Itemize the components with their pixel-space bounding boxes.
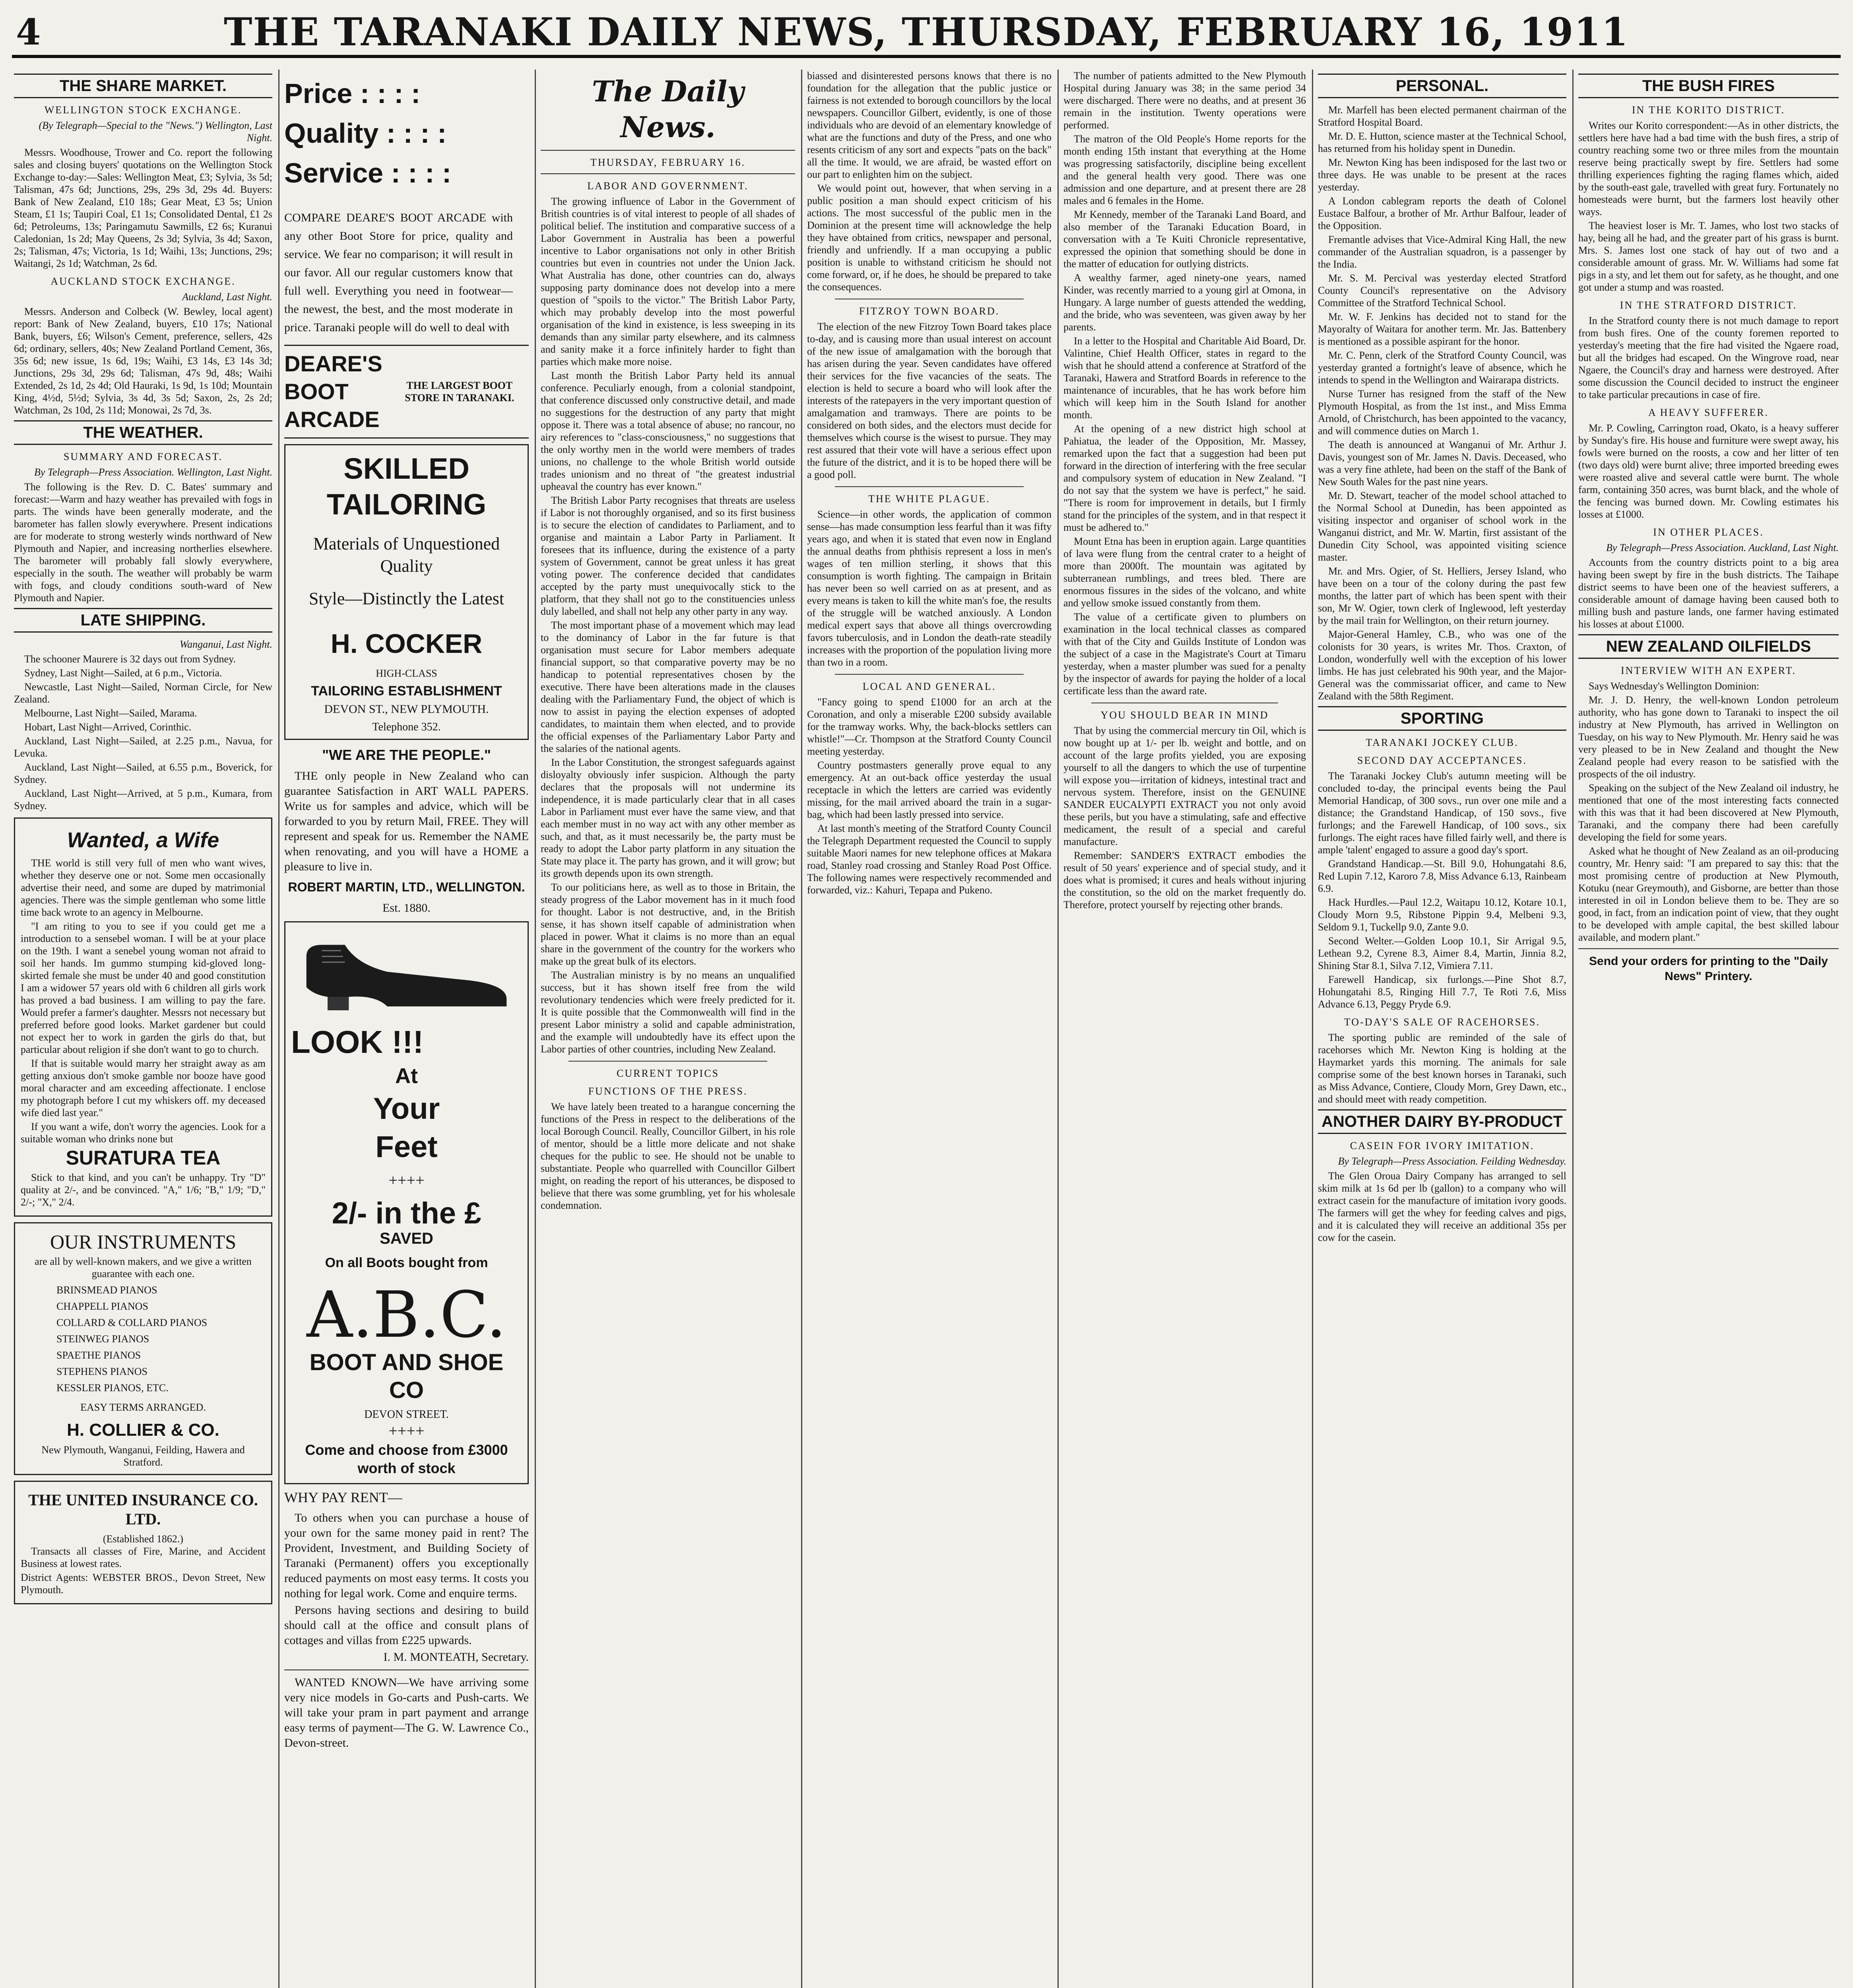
- divider-ornament: ++++: [388, 1422, 425, 1440]
- building-society-ad: [284, 1490, 529, 1665]
- oilfields-paragraph: Mr. J. D. Henry, the well-known London petroleum authority, who has gone down to Taranaki to inspect the oil industry at New Plymouth, has arrived in Wellington on Tuesday, on his way to New Plymouth. Mr. Henry said he was very pleased to be in New Zealand and thought the New Zealand people had every reason to be satisfied with the prospects of the oil industry.: [1578, 694, 1839, 780]
- local-paragraph: At last month's meeting of the Stratford County Council the Telegraph Department requested the Council to supply suitable Maori names for new telephone offices at Makara road, Stanley road crossing and Stanley Road Post Office. The following names were respectively recommended and forwarded, viz.: Kahuri, Tepapa and Pukeno.: [807, 823, 1052, 896]
- korito-paragraph: The heaviest loser is Mr. T. James, who lost two stacks of hay, being all he had, and the greater part of his grass is burnt. Mrs. S. James lost one stack of hay out of two and a considerable amount of grass. Mr. W. Williams had some fat pigs in a sty, and let them out for safety, as he thought, and one got under a stump and was roasted.: [1578, 220, 1839, 293]
- weather-subheading: SUMMARY AND FORECAST.: [63, 451, 223, 462]
- wanted-wife-ad: [14, 817, 272, 1217]
- personal-item: Mr. D. E. Hutton, science master at the Technical School, has returned from his holiday spent in Dunedin.: [1318, 130, 1566, 154]
- other-places-heading: IN OTHER PLACES.: [1653, 526, 1764, 538]
- suratura-tea-heading: SURATURA TEA: [66, 1147, 221, 1169]
- piano-brand: COLLARD & COLLARD PIANOS: [56, 1317, 208, 1328]
- personal-item: The death is announced at Wanganui of Mr. Arthur J. Davis, youngest son of Mr. James N. Davis. Deceased, who was a very fine athlete, had been on the staff of the Bank of New South Wales for the past nine years.: [1318, 439, 1566, 487]
- racehorse-sale-body: The sporting public are reminded of the sale of racehorses which Mr. Newton King is holding at the Haymarket yards this morning. The animals for sale comprise some of the best known horses in Taranaki, such as Miss Advance, Contiere, Cloudy Morn, Grey Dawn, etc., and should meet with ready competition.: [1318, 1032, 1566, 1105]
- personal-heading: PERSONAL.: [1318, 74, 1566, 98]
- quality-line: Quality : : : :: [284, 118, 447, 149]
- bush-fires-heading: THE BUSH FIRES: [1578, 74, 1839, 98]
- labour-paragraph: The Australian ministry is by no means an unqualified success, but it has shown itself free from the wild revolutionary tendencies which were freely predicted for it. It is quite possible that the Commonwealth will find in the present Labor ministry a solid and capable administration, and the example will undoubtedly have its effect upon the Labor parties of other countries, including New Zealand.: [541, 969, 795, 1055]
- wanted-known-body: WANTED KNOWN—We have arriving some very nice models in Go-carts and Push-carts. We will take your pram in part payment and arrange easy terms of payment—The G. W. Lawrence Co., Devon-street.: [284, 1676, 529, 1749]
- dairy-heading: ANOTHER DAIRY BY-PRODUCT: [1318, 1109, 1566, 1134]
- personal-item: Major-General Hamley, C.B., who was one of the colonists for 30 years, is writes Mr. Thos. Craxton, of London, wonderfully well with the exception of his lower limbs. He has just celebrated his 90th year, and the Major-General was the commissariat officer, and came to New Zealand with the 58th Regiment.: [1318, 629, 1566, 702]
- oilfields-heading: NEW ZEALAND OILFIELDS: [1578, 634, 1839, 659]
- share-market-heading: THE SHARE MARKET.: [14, 74, 272, 98]
- labour-paragraph: To our politicians here, as well as to those in Britain, the steady progress of the Labor movement has in it much food for thought. Labor is not destructive, and, in the British sense, it has shown itself capable of administration when placed in power. What it claims is no more than an equal share in the government of the country for the workers who make up the great bulk of its electors.: [541, 881, 795, 967]
- deare-name: DEARE'S BOOT ARCADE: [284, 351, 382, 432]
- jockey-item: Farewell Handicap, six furlongs.—Pine Shot 8.7, Hohungatahi 8.5, Ringing Hill 7.7, Te Roti 7.6, Miss Advance 6.13, Peggy Pryde 6.9.: [1318, 974, 1566, 1010]
- collier-address: New Plymouth, Wanganui, Feilding, Hawera and Stratford.: [41, 1444, 245, 1468]
- pay-rent-body: To others when you can purchase a house of your own for the same money paid in rent? The Provident, Investment, and Building Society of Taranaki (Permanent) offers you exceptionally reduced payments on most easy terms. It costs you nothing for legal work. Come and enquire terms.: [284, 1511, 529, 1600]
- press-paragraph: biassed and disinterested persons knows that there is no foundation for the allegation that the public justice or fairness is not extended to borough councillors by the local newspapers. Councillor Gilbert, evidently, is one of those individuals who are devoid of an elementary knowledge of what are the functions and duty of the Press, and one who resents criticism of any sort and expects "pats on the back" all the time. It would, we are afraid, be wasted effort on our part to enlighten him on the subject.: [807, 70, 1052, 180]
- divider-ornament: ++++: [388, 1171, 425, 1189]
- cocker-tailoring-ad: [284, 444, 529, 740]
- personal-item: Mr. Marfell has been elected permanent chairman of the Stratford Hospital Board.: [1318, 104, 1566, 128]
- local-general-heading: LOCAL AND GENERAL.: [862, 681, 996, 692]
- bear-in-mind-heading: YOU SHOULD BEAR IN MIND: [1100, 709, 1269, 721]
- skilled-tailoring: SKILLED TAILORING: [326, 452, 487, 521]
- current-topics-heading: CURRENT TOPICS: [616, 1068, 719, 1079]
- fitzroy-body: The election of the new Fitzroy Town Board takes place to-day, and is causing more than usual interest on account of the new issue of amalgamation with the borough that has arisen during the year. Seven candidates have offered their services for the five vacancies of the seats. The election is held to secure a board who will look after the interests of the ratepayers in the very important question of amalgamation and tramways. There are points to be considered on both sides, and the electors must decide for themselves which course is the wisest to pursue. They may rest assured that their vote will have a serious effect upon the future of the district, and it is to be hoped there will be a good poll.: [807, 321, 1052, 480]
- labour-heading: LABOR AND GOVERNMENT.: [587, 180, 749, 192]
- pay-rent-heading: WHY PAY RENT—: [284, 1489, 402, 1505]
- divider: [541, 173, 795, 174]
- instruments-ad: [14, 1222, 272, 1475]
- abc-choose: Come and choose from £3000 worth of stock: [305, 1442, 508, 1476]
- deare-tagline: THE LARGEST BOOT STORE IN TARANAKI.: [405, 380, 514, 404]
- auckland-dateline: Auckland, Last Night.: [182, 291, 272, 303]
- shipping-heading: LATE SHIPPING.: [14, 608, 272, 633]
- personal-item: Mr. W. F. Jenkins has decided not to stand for the Mayoralty of Waitara for another term. Mr. Jas. Battenbery is mentioned as a possible aspirant for the honor.: [1318, 311, 1566, 347]
- news-paragraph: The matron of the Old People's Home reports for the month ending 15th instant that everything at the Home was progressing satisfactorily, discipline being excellent and the general health very good. There was one admission and one departure, and at present there are 28 males and 6 females in the Home.: [1063, 133, 1306, 206]
- editorial-date: THURSDAY, FEBRUARY 16.: [590, 157, 746, 168]
- casein-heading: CASEIN FOR IVORY IMITATION.: [1350, 1140, 1535, 1151]
- personal-item: Mr. and Mrs. Ogier, of St. Helliers, Jersey Island, who have been on a tour of the colony during the past few months, the latter part of which has been spent with their son, Mr W. Ogier, town clerk of Inglewood, left yesterday by the mail train for Wellington, on their return journey.: [1318, 565, 1566, 626]
- heavy-sufferer-heading: A HEAVY SUFFERER.: [1648, 407, 1769, 418]
- people-body: THE only people in New Zealand who can guarantee Satisfaction in ART WALL PAPERS. Write us for samples and advice, which will be forwarded to you by return Mail, FREE. They will represent and speak for us. Remember the NAME when renovating, and you will have a HOME a pleasure to live in.: [284, 769, 529, 873]
- wanted-wife-paragraph: "I am riting to you to see if you could get me a introduction to a sensebel woman. I will be at your place on the 19th. I want a senebel young woman not afraid to soil her hands. Im gummo stumping kid-gloved long-skirted female she must be under 40 and good constitution I am a widower 57 years old with 6 children all girls work has proved a bad business. I am willing to pay the fare. Would prefer a farmer's daughter. Messrs not necessary but preferred before good looks. Market gardener but could not expect her to work in garden the girls do that, but particular about religion if she don't want to go to church.: [21, 920, 266, 1055]
- wellington-dateline: (By Telegraph—Special to the "News.") Wellington, Last Night.: [39, 120, 272, 144]
- price-line: Price : : : :: [284, 78, 421, 109]
- labour-paragraph: Last month the British Labor Party held its annual conference. Peculiarly enough, from a colonial standpoint, that conference discussed only constructive detail, and made no suggestions for the destruction of any party that might oppose it. There was a total absence of abuse; no rancour, no airy references to "class-consciousness," no suggestions that the only worthy men in the world were members of trades unions, no challenge to the whole British world outside trades unionism and no threat of "the greatest industrial upheaval the country has ever known.": [541, 370, 795, 492]
- local-paragraph: Country postmasters generally prove equal to any emergency. At an out-back office yesterday the usual receptacle in which the letters are carried was evidently missing, for the mail arrived aboard the train in a sugar-bag, which had been lastly pressed into service.: [807, 759, 1052, 820]
- at-text: At: [395, 1064, 418, 1088]
- personal-item: Nurse Turner has resigned from the staff of the New Plymouth Hospital, as from the 1st inst., and Miss Emma Arnold, of Christchurch, has been appointed to the vacancy, and will commence duties on March 1.: [1318, 388, 1566, 437]
- boot-illustration: [291, 928, 522, 1019]
- news-paragraph: The number of patients admitted to the New Plymouth Hospital during January was 38; in the same period 34 were discharged. There were no deaths, and at present 36 remain in the institution. Twenty operations were performed.: [1063, 70, 1306, 131]
- news-paragraph: At the opening of a new district high school at Pahiatua, the leader of the Opposition, Mr. Massey, remarked upon the fact that a suggestion had been put forward in the direction of interfering with the free secular and compulsory system of education in New Zealand. "I do not say that the system we have is perfect," he said. "There is room for improvement in details, but I firmly stand for the principles of the system, and in that respect it must be adhered to.": [1063, 423, 1306, 533]
- divider: [541, 150, 795, 151]
- materials-text: Materials of Unquestioned Quality: [313, 534, 500, 576]
- style-text: Style—Distinctly the Latest: [309, 589, 504, 608]
- news-paragraph: Mount Etna has been in eruption again. Large quantities of lava were flung from the central crater to a height of more than 2000ft. The mountain was agitated by subterranean rumblings, and trees bled. There are enormous fissures in the sides of the volcano, and white and yellow smoke issued constantly from them.: [1063, 536, 1306, 609]
- piano-brand: STEPHENS PIANOS: [56, 1366, 147, 1377]
- wanted-known-ad: [284, 1675, 529, 1751]
- jockey-club-heading: TARANAKI JOCKEY CLUB.: [1366, 737, 1519, 748]
- monteath-signature: I. M. MONTEATH, Secretary.: [383, 1650, 529, 1664]
- bear-in-mind-body: That by using the commercial mercury tin Oil, which is now bought up at 1/- per lb. weight and bottle, and on account of the large profits yielded, you are exposing yourself to all the dangers to which the use of turpentine will expose you—irritation of kidneys, intestinal tract and nervous system. Therefore, insist on the GENUINE SANDER EUCALYPTI EXTRACT you not only avoid these perils, but you have a stimulating, safe and effective medicament, the result of a special and careful manufacture.: [1063, 725, 1306, 847]
- heavy-sufferer-body: Mr. P. Cowling, Carrington road, Okato, is a heavy sufferer by Sunday's fire. His house and furniture were swept away, his fowls were burned on the roosts, a cow and her litter of ten (two days old) were burnt alive; three imported breeding ewes were roasted alive and several cattle were burnt. The whole farm, containing 350 acres, was burnt black, and the whole of the fencing was burned down. Mr. Cowling estimates his losses at £1000.: [1578, 422, 1839, 520]
- stratford-heading: IN THE STRATFORD DISTRICT.: [1620, 299, 1797, 311]
- white-plague-body: Science—in other words, the application of common sense—has made consumption less fearful than it was fifty years ago, and when it is stated that even now in England the annual deaths from phthisis represent a loss in men's wages of ten million sterling, it shows that this consumption is worth fighting. The campaign in Britain has never been so well carried on as at present, and as every means is taken to kill the white man's foe, the results of the struggle will be watched anxiously. A London medical expert says that above all things overcrowding favors tuberculosis, and in London the death-rate steadily increases with the proportion of the population living more than two in a room.: [807, 509, 1052, 668]
- dairy-dateline: By Telegraph—Press Association. Feilding Wednesday.: [1338, 1155, 1566, 1167]
- piano-brand: KESSLER PIANOS, ETC.: [56, 1382, 169, 1394]
- page-number: 4: [16, 11, 41, 53]
- column-bush-fires: [1578, 70, 1839, 1988]
- sporting-heading: SPORTING: [1318, 706, 1566, 731]
- your-text: Your: [373, 1092, 440, 1126]
- wellington-report: Messrs. Woodhouse, Trower and Co. report the following sales and closing buyers' quotations on the Wellington Stock Exchange to-day:—Sales: Wellington Meat, £3; Sylvia, 3s 5d; Talisman, 47s 6d; Junctions, 29s, 29s 3d, 29s 4d. Buyers: Bank of New Zealand, £10 18s; Gear Meat, £3 5s; Union Steam, £1 1s; Taupiri Coal, £1 1s; Consolidated Dental, £1 2s 6d; Petroleums, 13s; Paringamutu Sawmills, £2 6s; Kuranui Caledonian, 1s 2d; May Queens, 2s 3d; Sylvia, 3s 4d; Saxon, 2s; Talisman, 47s; Victoria, 1s 1d; Waihi, 13s; Junctions, 29s; Waitangi, 2s 1d; Watchman, 2s 6d.: [14, 147, 272, 269]
- labour-paragraph: The British Labor Party recognises that threats are useless if Labor is not thoroughly organised, and so its first business is to secure the election of candidates to Parliament, and to organise and maintain a Labor Party in Parliament. It foresees that its influence, during the existence of a party system of Government, cannot be great unless it has great voting power. The conference decided that candidates accepted by the party must unequivocally stick to the platform, that they shall not go to the constituencies unless duly labelled, and shall not help any other party in any way.: [541, 495, 795, 617]
- abc-logo: A.B.C.: [307, 1277, 506, 1352]
- column-editorial: [541, 70, 795, 1988]
- auckland-exchange-heading: AUCKLAND STOCK EXCHANGE.: [50, 276, 236, 287]
- look-heading: LOOK !!!: [291, 1024, 424, 1060]
- auckland-report: Messrs. Anderson and Colbeck (W. Bewley, local agent) report: Bank of New Zealand, buyers, £10 17s; National Bank, buyers, £6; Wilson's Cement, preference, sellers, 42s 6d; ordinary, sellers, 40s; New Zealand Portland Cement, 36s, 35s 6d; new issue, 1s 6d, 19s; Waihi, £3 14s, £3 14s 3d; Junctions, 29s 3d, 29s 6d; Talisman, 47s 9d, 48s; Waihi Extended, 2s 1d, 2s 4d; Old Hauraki, 1s 9d, 1s 10d; Mountain King, 4½d, 5½d; Sylvia, 3s 4d, 3s 5d; Saxon, 2s, 2s 2d; Watchman, 2s 10d, 2s 11d; Monowai, 2s 7d, 3s.: [14, 306, 272, 416]
- shipping-dateline: Wanganui, Last Night.: [179, 639, 272, 650]
- masthead: [12, 7, 1841, 58]
- oilfields-paragraph: Speaking on the subject of the New Zealand oil industry, he mentioned that one of the most interesting facts connected with this was that it had been discovered at New Plymouth, Taranaki, and the company there had been carefully developing the field for some years.: [1578, 782, 1839, 843]
- jockey-item: Hack Hurdles.—Paul 12.2, Waitapu 10.12, Kotare 10.1, Cloudy Morn 9.5, Ribstone Pippin 9.4, Melbeni 9.3, Seldom 9.1, Tuckellp 9.0, Zante 9.0.: [1318, 897, 1566, 933]
- piano-list: [21, 1284, 266, 1394]
- local-paragraph: "Fancy going to spend £1000 for an arch at the Coronation, and only a miserable £200 subsidy available for the tramway works. Why, the back-blocks settlers can whistle!"—Cr. Thompson at the Stratford County Council meeting yesterday.: [807, 696, 1052, 757]
- people-heading: "WE ARE THE PEOPLE.": [322, 747, 491, 763]
- news-paragraph: A wealthy farmer, aged ninety-one years, named Kinder, was recently married to a young girl at Omona, in Hungary. A large number of guests attended the wedding, and the bride, who was seventeen, was given away by her parents.: [1063, 272, 1306, 333]
- racehorse-sale-heading: TO-DAY'S SALE OF RACEHORSES.: [1344, 1016, 1541, 1028]
- column-rule: [1572, 70, 1574, 1988]
- deare-compare-body: COMPARE DEARE'S BOOT ARCADE with any other Boot Store for price, quality and service. We fear no comparison; it will result in our favor. All our regular customers know that full well. Everything you need in footwear—the newest, the best, and the most moderate in price. Taranaki people will do well to deal with: [284, 211, 513, 334]
- service-line: Service : : : :: [284, 157, 452, 188]
- wanted-wife-heading: Wanted, a Wife: [67, 828, 219, 852]
- divider: [569, 1061, 767, 1062]
- martin-name: ROBERT MARTIN, LTD., WELLINGTON.: [288, 880, 525, 894]
- personal-item: Mr. S. M. Percival was yesterday elected Stratford County Council's representative on the Advisory Committee of the Stratford Technical School.: [1318, 272, 1566, 309]
- dairy-body: The Glen Oroua Dairy Company has arranged to sell skim milk at 1s 6d per lb (gallon) to a company who will extract casein for the manufacture of imitation ivory goods. The farmers will get the whey for feeding calves and pigs, and it is calculated they will receive an additional 35s per cow for the casein.: [1318, 1170, 1566, 1243]
- column-news-5: [1063, 70, 1306, 1988]
- feet-text: Feet: [375, 1130, 438, 1164]
- other-places-dateline: By Telegraph—Press Association. Auckland, Last Night.: [1606, 542, 1839, 553]
- column-personal-sporting: [1318, 70, 1566, 1988]
- cocker-address: DEVON ST., NEW PLYMOUTH.: [324, 703, 489, 716]
- martin-established: Est. 1880.: [382, 901, 431, 914]
- weather-heading: THE WEATHER.: [14, 420, 272, 445]
- jockey-item: Grandstand Handicap.—St. Bill 9.0, Hohungatahi 8.6, Red Lupin 7.12, Karoro 7.8, Miss Advance 6.13, Rainbeam 6.9.: [1318, 858, 1566, 894]
- on-all-boots: On all Boots bought from: [325, 1255, 488, 1270]
- jockey-item: Second Welter.—Golden Loop 10.1, Sir Arrigal 9.5, Lethean 9.2, Cyrene 8.3, Aimer 8.4, Martin, Jinnia 8.2, Shining Star 8.1, Silva 7.12, Vimiera 7.11.: [1318, 935, 1566, 971]
- united-insurance-ad: [14, 1481, 272, 1604]
- white-plague-heading: THE WHITE PLAGUE.: [868, 493, 990, 505]
- column-rule: [1312, 70, 1313, 1988]
- acceptances-heading: SECOND DAY ACCEPTANCES.: [1357, 755, 1527, 766]
- divider: [835, 674, 1024, 675]
- united-insurance-body: Transacts all classes of Fire, Marine, and Accident Business at lowest rates.: [21, 1545, 266, 1569]
- shipping-item: Newcastle, Last Night—Sailed, Norman Circle, for New Zealand.: [14, 681, 272, 705]
- sander-body: Remember: SANDER'S EXTRACT embodies the result of 50 years' experience and of special study, and it does what is promised; it cures and heals without injuring the constitution, so the old on the market frequently do. Therefore, protect yourself by rejecting other brands.: [1063, 850, 1306, 911]
- shipping-item: Auckland, Last Night—Arrived, at 5 p.m., Kumara, from Sydney.: [14, 788, 272, 812]
- labour-paragraph: In the Labor Constitution, the strongest safeguards against disloyalty obviously infer suspicion. Although the party declares that the proposals will not undermine its independence, it is made particularly clear that in all cases Labor in Parliament must ever have the same view, and that each member must in no way act with any other member as such, and that, as it must necessarily be, the party must be ready to adopt the Labor party platform in any situation the State may place it. The party has grown, and it will grow; but its growth depends upon its own strength.: [541, 757, 795, 879]
- instruments-subheading: are all by well-known makers, and we give a written guarantee with each one.: [35, 1256, 252, 1279]
- column-rule: [535, 70, 536, 1988]
- news-paragraph: Mr Kennedy, member of the Taranaki Land Board, and also member of the Taranaki Education Board, in conversation with a Te Kuiti Chronicle representative, expressed the opinion that something should be done in the matter of education for outlying districts.: [1063, 209, 1306, 270]
- shipping-item: Auckland, Last Night—Sailed, at 2.25 p.m., Navua, for Levuka.: [14, 735, 272, 759]
- wanted-wife-paragraph: If you want a wife, don't worry the agencies. Look for a suitable woman who drinks none but: [21, 1121, 266, 1145]
- column-advertisements: [284, 70, 529, 1988]
- jockey-item: The Taranaki Jockey Club's autumn meeting will be concluded to-day, the principal events being the Paul Memorial Handicap, of 300 sovs., run over one mile and a distance; the Grandstand Handicap, of 150 sovs., five furlongs; and the Farewell Handicap, of 100 sovs., six furlongs. The eight races have filled fairly well, and there is ample 'talent' engaged to assure a good day's sport.: [1318, 770, 1566, 856]
- piano-brand: CHAPPELL PIANOS: [56, 1301, 148, 1312]
- personal-item: Mr. Newton King has been indisposed for the last two or three days. He was unable to be present at the races yesterday.: [1318, 157, 1566, 193]
- cocker-class: HIGH-CLASS: [376, 668, 437, 679]
- abc-boot-ad: [284, 921, 529, 1484]
- functions-heading: FUNCTIONS OF THE PRESS.: [588, 1085, 748, 1097]
- newspaper-title: THE TARANAKI DAILY NEWS, THURSDAY, FEBRUARY 16, 1911: [224, 10, 1629, 54]
- collier-heading: H. COLLIER & CO.: [67, 1420, 219, 1440]
- personal-item: Mr. C. Penn, clerk of the Stratford County Council, was yesterday granted a fortnight's leave of absence, which he intends to spend in the Wellington and Wairarapa districts.: [1318, 349, 1566, 386]
- martin-wallpaper-ad: [284, 746, 529, 916]
- press-paragraph: We would point out, however, that when serving in a public position a man should expect criticism of his actions. The most successful of the public men in the Dominion at the present time will acknowledge the help they have obtained from critics, newspaper and personal, friendly and unfriendly. If a man occupying a public position is unable to withstand criticism he should not come forward, or, if he does, he should be prepared to take the consequences.: [807, 182, 1052, 293]
- divider: [835, 486, 1024, 487]
- wanted-wife-paragraph: THE world is still very full of men who want wives, whether they deserve one or not. Some men occasionally advertise their need, and some are duped by matrimonial agencies. There was the simple gentleman who some little time back wrote to an agency in Melbourne.: [21, 857, 266, 918]
- oilfields-paragraph: Says Wednesday's Wellington Dominion:: [1589, 680, 1760, 692]
- deare-banner: [284, 345, 529, 439]
- cocker-establishment: TAILORING ESTABLISHMENT: [311, 683, 502, 699]
- easy-terms: EASY TERMS ARRANGED.: [80, 1402, 206, 1413]
- wanted-wife-paragraph: If that is suitable would marry her straight away as am getting anxious don't smoke gamble nor booze have good moral character and am exceeding affectionate. I enclose my photograph before I cut my whiskers off. my deceased wife died last year.": [21, 1058, 266, 1118]
- fitzroy-heading: FITZROY TOWN BOARD.: [859, 305, 1000, 317]
- united-insurance-heading: THE UNITED INSURANCE CO. LTD.: [28, 1491, 258, 1528]
- column-share-market: [14, 70, 272, 1988]
- interview-heading: INTERVIEW WITH AN EXPERT.: [1620, 665, 1797, 676]
- oilfields-paragraph: Asked what he thought of New Zealand as an oil-producing country, Mr. Henry said: "I am prepared to say this: that the most promising centre of production at New Plymouth, Kotuku (near Greymouth), and Gisborne, are better than those interested in oil in London believe them to be. They are so good, in fact, from an indication point of view, that they ought to be developed with ample capital, the best skilled labour available, and modern plant.": [1578, 845, 1839, 943]
- instruments-heading: OUR INSTRUMENTS: [50, 1231, 237, 1253]
- personal-item: Fremantle advises that Vice-Admiral King Hall, the new commander of the Australian squadron, is a passenger by the India.: [1318, 234, 1566, 270]
- divider: [1578, 948, 1839, 949]
- printery-notice: Send your orders for printing to the "Daily News" Printery.: [1589, 955, 1828, 983]
- weather-report: The following is the Rev. D. C. Bates' summary and forecast:—Warm and hazy weather has prevailed with fogs in parts. The winds have been generally moderate, and the barometer has fallen slowly everywhere. Present indications are for moderate to strong westerly winds northward of New Plymouth and Napier, and increasing northerlies elsewhere. The barometer will probably fall slowly everywhere, especially in the south. The weather will probably be warm with fogs, and cloudy conditions south-ward of New Plymouth and Napier.: [14, 481, 272, 604]
- deare-compare-text: [284, 209, 529, 337]
- stratford-body: In the Stratford county there is not much damage to report from bush fires. One of the county foremen reported to yesterday's meeting that the fire had visited the Ngaere road, but all the bridges had escaped. On the Wingrove road, near Ngaere, the Council's dray and harness were destroyed. After some discussion the Council decided to instruct the engineer to take particular precautions in case of fire.: [1578, 315, 1839, 400]
- shipping-item: The schooner Maurere is 32 days out from Sydney.: [24, 653, 236, 665]
- abc-company: BOOT AND SHOE CO: [309, 1349, 504, 1403]
- functions-body: We have lately been treated to a harangue concerning the functions of the Press in respect to the deliberations of the local Borough Council. Really, Councillor Gilbert, in his role of mentor, should be a little more delicate and not shake cheques for the public to see. He should not be unable to substantiate. People who quarrelled with Councillor Gilbert might, on reading the report of his utterances, be disposed to believe that there was some grumbling, yet for his wholesale condemnation.: [541, 1101, 795, 1211]
- column-rule: [278, 70, 279, 1988]
- united-insurance-agents: District Agents: WEBSTER BROS., Devon Street, New Plymouth.: [21, 1572, 266, 1596]
- korito-heading: IN THE KORITO DISTRICT.: [1632, 104, 1785, 116]
- personal-item: A London cablegram reports the death of Colonel Eustace Balfour, a brother of Mr. Arthur Balfour, leader of the Opposition.: [1318, 195, 1566, 231]
- weather-dateline: By Telegraph—Press Association. Wellington, Last Night.: [34, 466, 272, 478]
- cocker-name: H. COCKER: [330, 629, 483, 659]
- united-insurance-established: (Established 1862.): [103, 1533, 184, 1545]
- wellington-exchange-heading: WELLINGTON STOCK EXCHANGE.: [44, 104, 242, 116]
- labour-paragraph: The growing influence of Labor in the Government of British countries is of vital interest to people of all shades of political belief. The institution and comparative success of a Labor Government in Australia has been a powerful incentive to Labor organisations not only in other British countries but even in countries not under the Union Jack. What Australia has done, other countries can do, always supposing party dominance does not develop into a mere question of "spoils to the victor." The British Labor Party, which may probably develop into the most powerful organisation of the kind in existence, is less sweeping in its demands than any similar party elsewhere, and its calmness and sanity make it a force infinitely harder to fight than parties which make more noise.: [541, 196, 795, 367]
- shipping-item: Hobart, Last Night—Arrived, Corinthic.: [24, 721, 192, 733]
- column-news-4: [807, 70, 1052, 1988]
- korito-paragraph: Writes our Korito correspondent:—As in other districts, the settlers here have had a bad time with the bush fires, a strip of country reaching some two or three miles from the mountain reserve being practically swept by fire. Settlers had some thrilling experiences fighting the raging flames which, aided by the south-east gale, travelled with great fury. Fortunately no homesteads were burnt, but the farmers lost heavily other ways.: [1578, 120, 1839, 217]
- column-rule: [801, 70, 802, 1988]
- piano-brand: SPAETHE PIANOS: [56, 1349, 141, 1361]
- cocker-telephone: Telephone 352.: [372, 721, 441, 733]
- shipping-item: Auckland, Last Night—Sailed, at 6.55 p.m., Boverick, for Sydney.: [14, 761, 272, 785]
- shipping-item: Sydney, Last Night—Sailed, at 6 p.m., Victoria.: [24, 667, 222, 679]
- news-paragraph: The value of a certificate given to plumbers on examination in the local technical classes as compared with that of the City and Guilds Institute of London was the subject of a case in the Magistrate's Court at Timaru yesterday, when a master plumber was sued for a penalty by the inspector of awards for paying the holder of a local certificate less than the award rate.: [1063, 611, 1306, 697]
- suratura-tea-body: Stick to that kind, and you can't be unhappy. Try "D" quality at 2/-, and be convinced. "A," 1/6; "B," 1/9; "D," 2/-; "X," 2/4.: [21, 1172, 266, 1208]
- piano-brand: STEINWEG PIANOS: [56, 1333, 149, 1345]
- piano-brand: BRINSMEAD PIANOS: [56, 1284, 157, 1296]
- labour-paragraph: The most important phase of a movement which may lead to the dominancy of Labor in the far future is that organisation must secure for Labor members adequate financial support, so that comparative poverty may be no handicap to potential representatives chosen by the executive. There have been alterations made in the clauses dealing with the Parliamentary Fund, the object of which is now to assist in paying the election expenses of adopted candidates, to maintain them when elected, and to provide the official expenses of the Parliamentary Labor Party and the salaries of the national agents.: [541, 619, 795, 754]
- pay-rent-tail: Persons having sections and desiring to build should call at the office and consult plans of cottages and villas from £225 upwards.: [284, 1604, 529, 1647]
- abc-address: DEVON STREET.: [364, 1408, 449, 1421]
- shipping-item: Melbourne, Last Night—Sailed, Marama.: [24, 707, 197, 719]
- daily-news-nameplate: The Daily News.: [592, 74, 744, 144]
- saving-amount: 2/- in the £: [332, 1196, 481, 1230]
- personal-item: Mr. D. Stewart, teacher of the model school attached to the Normal School at Dunedin, has been appointed as visiting inspector and organiser of school work in the Wanganui district, and Mr. W. Martin, first assistant of the Dunedin City School, was appointed visiting science master.: [1318, 490, 1566, 563]
- saving-label: SAVED: [380, 1230, 433, 1247]
- news-paragraph: In a letter to the Hospital and Charitable Aid Board, Dr. Valintine, Chief Health Officer, states in regard to the wish that he should attend a conference at Stratford of the Taranaki, Hawera and Stratford Boards in reference to the maintenance of incurables, that he has work before him which will keep him in the South Island for another month.: [1063, 335, 1306, 421]
- column-rule: [1057, 70, 1059, 1988]
- other-places-body: Accounts from the country districts point to a big area having been swept by fire in the bush districts. The Taihape district seems to have been one of the heaviest sufferers, a considerable amount of damage having been caused both to milling bush and pasture lands, one farmer having estimated his losses at about £1000.: [1578, 557, 1839, 630]
